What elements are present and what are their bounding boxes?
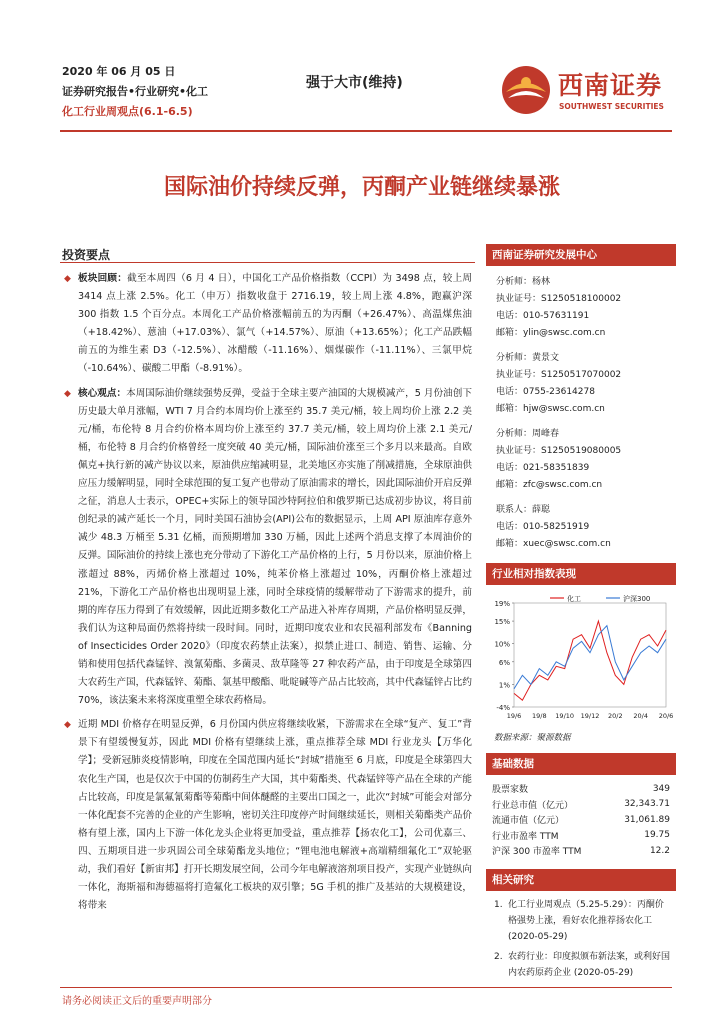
y-tick-label: 1% [498,681,510,690]
related-header: 相关研究 [486,869,676,891]
logo-en: SOUTHWEST SECURITIES [559,102,664,111]
paragraph-recommendation [62,716,472,915]
row-value: 19.75 [644,830,670,841]
bullet-icon: ◆ [64,388,71,399]
industry-rating: 强于大市(维持) [306,75,403,91]
series-line-chemical [514,621,666,700]
relative-index-chart [486,591,676,729]
bullet-icon: ◆ [64,274,71,284]
row-label: 流通市值（亿元） [492,816,565,827]
row-label: 沪深 300 市盈率 TTM [492,847,582,858]
contact-email[interactable]: 邮箱：xuec@swsc.com.cn [496,539,611,549]
contact-line: 电话：010-58251919 [496,522,590,532]
row-value: 12.2 [649,845,670,856]
table-row [486,843,676,859]
contact-line: 执业证号：S1250518100002 [496,294,622,304]
row-value: 32,343.71 [624,799,670,810]
contact-line: 电话：010-57631191 [496,311,590,321]
team-header: 西南证券研究发展中心 [486,244,676,266]
basic-data-header: 基础数据 [486,753,676,775]
related-num: 1. [494,899,503,910]
paragraph-lead: 核心观点： [78,387,127,399]
body-column [62,270,472,921]
paragraph-review [62,270,472,379]
legend-label: 沪深300 [623,595,651,603]
contact-line: 执业证号：S1250519080005 [496,446,622,456]
x-tick-label: 19/10 [555,712,575,720]
contact-role: 联系人：薛聪 [496,505,551,515]
row-value: 31,061.89 [624,814,670,825]
basic-data-table [486,781,676,859]
logo-mark-icon [498,62,554,118]
chart-header: 行业相对指数表现 [486,563,676,585]
y-tick-label: 15% [494,618,510,627]
y-tick-label: 19% [494,600,510,608]
y-tick-label: -4% [496,704,510,712]
paragraph-text: 近期 MDI 价格存在明显反弹，6 月份国内供应将继续收紧，下游需求在全球“复产、复工”背景下有望缓慢复苏，因此 MDI 价格有望继续上涨，重点推荐全球 MDI 行业龙头【万华化学】；受新冠肺炎疫情影响，印度在全国范围内延长“封城”措施至 6 月底，印度是全球第四大农化生产国，也是仅次于中国的仿制药生产大国，其中菊酯类、代森锰锌等产品在全球的产能占比较高，印度是氯氟氰菊酯等菊酯中间体醚醛的主要出口国之一，此次“封城”可能会对部分一体化配套不完善的企业的产生影响，密切关注印度停产时间继续延长，则相关菊酯类产品价格有望上涨，国内上下游一体化龙头企业将更加受益，重点推荐【扬农化工】，公司优嘉三、四、五期项目进一步巩固公司全球菊酯龙头地位；“锂电池电解液+高端精细氟化工”双轮驱动，我们看好【新宙邦】打开长期发展空间，公司今年电解液溶剂项目投产，实现产业链纵向一体化，海斯福和海德福将打造氟化工板块的双引擎；5G 手机的推广及基站的大规模建设，将带来 [78,719,472,912]
row-label: 行业市盈率 TTM [492,831,559,842]
table-row [486,797,676,813]
table-row [486,828,676,844]
row-value: 349 [652,783,670,794]
related-text: 农药行业：印度拟颁布新法案，或利好国内农药原药企业 (2020-05-29) [508,951,671,978]
x-tick-label: 19/12 [580,712,600,720]
contact-role: 分析师：黄景文 [496,353,560,363]
related-item[interactable] [494,897,670,945]
paragraph-text: 截至本周四（6 月 4 日），中国化工产品价格指数（CCPI）为 3498 点，较上周 3414 点上涨 2.5%。化工（申万）指数收盘于 2716.19，较上周上涨 4.8%，跑赢沪深 300 指数 1.5 个百分点。本周化工产品价格涨幅前五的为丙酮（+26.47%）、高温煤焦油（+18.42%）、蒽油（+17.03%）、氯气（+14.57%）、原油（+13.65%）；化工产品跌幅前五的为维生素 D3（-12.5%）、冰醋酸（-11.16%）、烟煤碳作（-11.11%）、三氯甲烷（-10.64%）、碳酸二甲酯（-8.91%）。 [78,273,472,375]
x-tick-label: 19/8 [532,712,547,720]
contact-line: 执业证号：S1250517070002 [496,370,622,380]
series-line-hs300 [514,626,666,689]
company-logo [498,62,678,122]
header-divider [60,130,672,132]
section-title: 投资要点 [62,248,111,262]
table-row [486,812,676,828]
table-row [486,781,676,797]
contact-email[interactable]: 邮箱：zfc@swsc.com.cn [496,480,603,490]
paragraph-lead: 板块回顾： [78,273,128,284]
bullet-icon: ◆ [64,720,71,731]
related-text: 化工行业周观点（5.25-5.29）：丙酮价格强势上涨，看好农化推荐扬农化工 (2020-05-29) [508,899,664,942]
contact-line: 电话：0755-23614278 [496,387,595,397]
footer-divider [60,987,672,988]
contact-list [486,266,676,553]
y-tick-label: 6% [498,658,510,667]
row-label: 行业总市值（亿元） [492,800,574,811]
y-tick-label: 10% [494,640,510,649]
contact-email[interactable]: 邮箱：ylin@swsc.com.cn [496,328,606,338]
x-tick-label: 19/6 [506,712,522,720]
x-tick-label: 20/4 [633,712,648,720]
section-divider [60,262,475,263]
paragraph-core-view [62,385,472,711]
legend-label: 化工 [567,595,581,603]
x-tick-label: 20/2 [608,712,623,720]
footer-disclaimer: 请务必阅读正文后的重要声明部分 [62,996,212,1007]
contact-role: 分析师：杨林 [496,277,551,287]
sidebar [486,244,676,985]
contact-role: 分析师：周峰春 [496,429,560,439]
report-date: 2020 年 06 月 05 日 [62,65,176,78]
logo-cn: 西南证券 [558,71,663,100]
plot-frame [514,603,666,707]
chart-svg [486,591,676,729]
related-num: 2. [494,951,503,962]
report-type: 证券研究报告•行业研究•化工 [62,85,209,98]
related-item[interactable] [494,949,670,981]
contact-email[interactable]: 邮箱：hjw@swsc.com.cn [496,404,605,414]
paragraph-text: 本周国际油价继续强势反弹，受益于全球主要产油国的大规模减产，5 月份油创下历史最大单月涨幅，WTI 7 月合约本周均价上涨至约 35.7 美元/桶，较上周均价上涨 2.2 美元/桶，布伦特 8 月合约价格本周均价上涨至约 37.7 美元/桶，较上周均价上涨 2.1 美元/桶，布伦特 8 月合约价格曾经一度突破 40 美元/桶，国际油价涨至三个多月以来最高。自欧佩克+执行新的减产协议以来，原油供应缩减明显，北美地区亦实施了削减措施，全球原油供应压力缓解明显，同时全球范围的复工复产也带动了原油需求的增长，因此国际油价开启反弹之征，消息人士表示，OPEC+实际上的领导国沙特阿拉伯和俄罗斯已达成初步协议，将目前创纪录的减产延长一个月，同时美国石油协会(API)公布的数据显示，上周 API 原油库存意外减少 48.3 万桶至 5.31 亿桶，而预期增加 330 万桶，因此上述两个消息支撑了本周油价的反弹。国际油价的持续上涨也充分带动了下游化工产品价格的上行，5 月份以来，原油价格上涨超过 88%，丙烯价格上涨超过 10%，纯苯价格上涨超过 10%，丙酮价格上涨超过 21%，下游化工产品价格也出现明显上涨，同时全球疫情的缓解带动了下游需求的提升，前期的库存压力得到了有效缓解，因此近期多数化工产品进入补库存周期，产品价格明显反弹，我们认为这种局面仍然将持续一段时间。同时，近期印度农业和农民福利部发布《Banning of Insecticides Order 2020》（印度农药禁止法案），拟禁止进口、制造、销售、运输、分销和使用包括代森锰锌、溴氰菊酯、多菌灵、敌草隆等 27 种农药产品，由于印度是全球第四大农药生产国，代森锰锌、菊酯、氯基甲酸酯、吡啶碱等产品占比较高，其中代森锰锌占比约 70%，该法案未来将深度重塑全球农药格局。 [78,387,472,707]
row-label: 股票家数 [492,785,529,796]
related-list [486,891,676,981]
contact-line: 电话：021-58351839 [496,463,590,473]
report-title: 国际油价持续反弹，丙酮产业链继续暴涨 [163,175,560,200]
chart-source: 数据来源：聚源数据 [494,733,571,743]
x-tick-label: 20/6 [658,712,674,720]
report-series: 化工行业周观点(6.1-6.5) [62,105,193,118]
header-meta [62,62,208,122]
